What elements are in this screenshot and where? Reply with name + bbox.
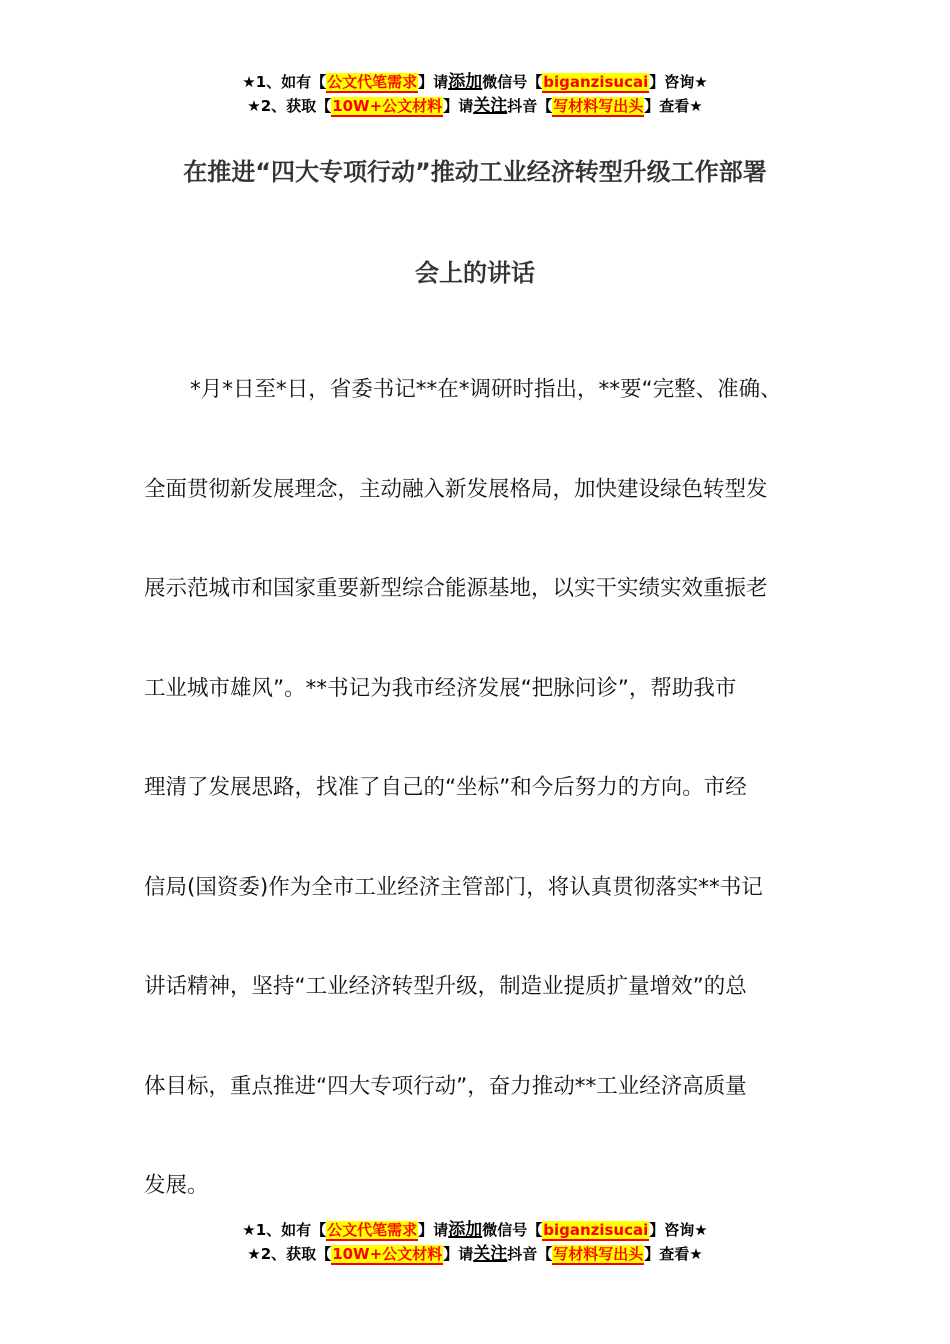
body-line: 发展。 bbox=[144, 1173, 209, 1198]
banner-highlight: biganzisucai bbox=[543, 1221, 649, 1239]
banner-text: 】请 bbox=[443, 97, 474, 115]
banner-line-2 bbox=[0, 94, 950, 118]
banner-text: 】请 bbox=[443, 1245, 474, 1263]
body-line: 展示范城市和国家重要新型综合能源基地，以实干实绩实效重振老 bbox=[144, 576, 768, 601]
header-banner bbox=[0, 70, 950, 118]
banner-text: ★1、如有【 bbox=[242, 73, 327, 91]
body-line: 工业城市雄风”。**书记为我市经济发展“把脉问诊”，帮助我市 bbox=[144, 675, 737, 701]
banner-text: ★2、获取【 bbox=[247, 97, 332, 115]
banner-underlined-text: 添加 bbox=[448, 1220, 483, 1240]
document-title-line-1: 在推进“四大专项行动”推动工业经济转型升级工作部署 bbox=[183, 158, 767, 186]
banner-text: 抖音【 bbox=[507, 97, 553, 115]
banner-text: 】查看★ bbox=[644, 97, 703, 115]
banner-highlight: 写材料写出头 bbox=[553, 1245, 644, 1263]
banner-text: 】请 bbox=[418, 73, 449, 91]
banner-text: 】咨询★ bbox=[649, 73, 708, 91]
banner-underlined-text: 关注 bbox=[473, 1244, 508, 1264]
document-title-line-2: 会上的讲话 bbox=[415, 259, 535, 287]
banner-highlight: 写材料写出头 bbox=[553, 97, 644, 115]
banner-highlight: biganzisucai bbox=[543, 73, 649, 91]
body-line: 全面贯彻新发展理念，主动融入新发展格局，加快建设绿色转型发 bbox=[144, 476, 768, 502]
body-line: 体目标，重点推进“四大专项行动”，奋力推动**工业经济高质量 bbox=[144, 1073, 747, 1099]
body-line: *月*日至*日，省委书记**在*调研时指出，**要“完整、准确、 bbox=[190, 377, 782, 402]
banner-text: 】咨询★ bbox=[649, 1221, 708, 1239]
banner-underlined-text: 添加 bbox=[448, 72, 483, 92]
banner-text: 】查看★ bbox=[644, 1245, 703, 1263]
banner-highlight: 公文代笔需求 bbox=[327, 73, 418, 91]
banner-text: 微信号【 bbox=[482, 73, 543, 91]
banner-text: 抖音【 bbox=[507, 1245, 553, 1263]
banner-line-2 bbox=[0, 1242, 950, 1266]
body-line: 信局(国资委)作为全市工业经济主管部门，将认真贯彻落实**书记 bbox=[144, 874, 763, 900]
banner-text: ★1、如有【 bbox=[242, 1221, 327, 1239]
banner-highlight: 10W+公文材料 bbox=[332, 1245, 443, 1263]
banner-line-1 bbox=[0, 1218, 950, 1242]
banner-line-1 bbox=[0, 70, 950, 94]
banner-highlight: 公文代笔需求 bbox=[327, 1221, 418, 1239]
banner-text: ★2、获取【 bbox=[247, 1245, 332, 1263]
banner-highlight: 10W+公文材料 bbox=[332, 97, 443, 115]
body-line: 讲话精神，坚持“工业经济转型升级，制造业提质扩量增效”的总 bbox=[144, 974, 747, 999]
banner-text: 】请 bbox=[418, 1221, 449, 1239]
banner-underlined-text: 关注 bbox=[473, 96, 508, 116]
document-body bbox=[144, 340, 812, 1236]
body-line: 理清了发展思路，找准了自己的“坐标”和今后努力的方向。市经 bbox=[144, 775, 747, 800]
banner-text: 微信号【 bbox=[482, 1221, 543, 1239]
footer-banner bbox=[0, 1218, 950, 1266]
